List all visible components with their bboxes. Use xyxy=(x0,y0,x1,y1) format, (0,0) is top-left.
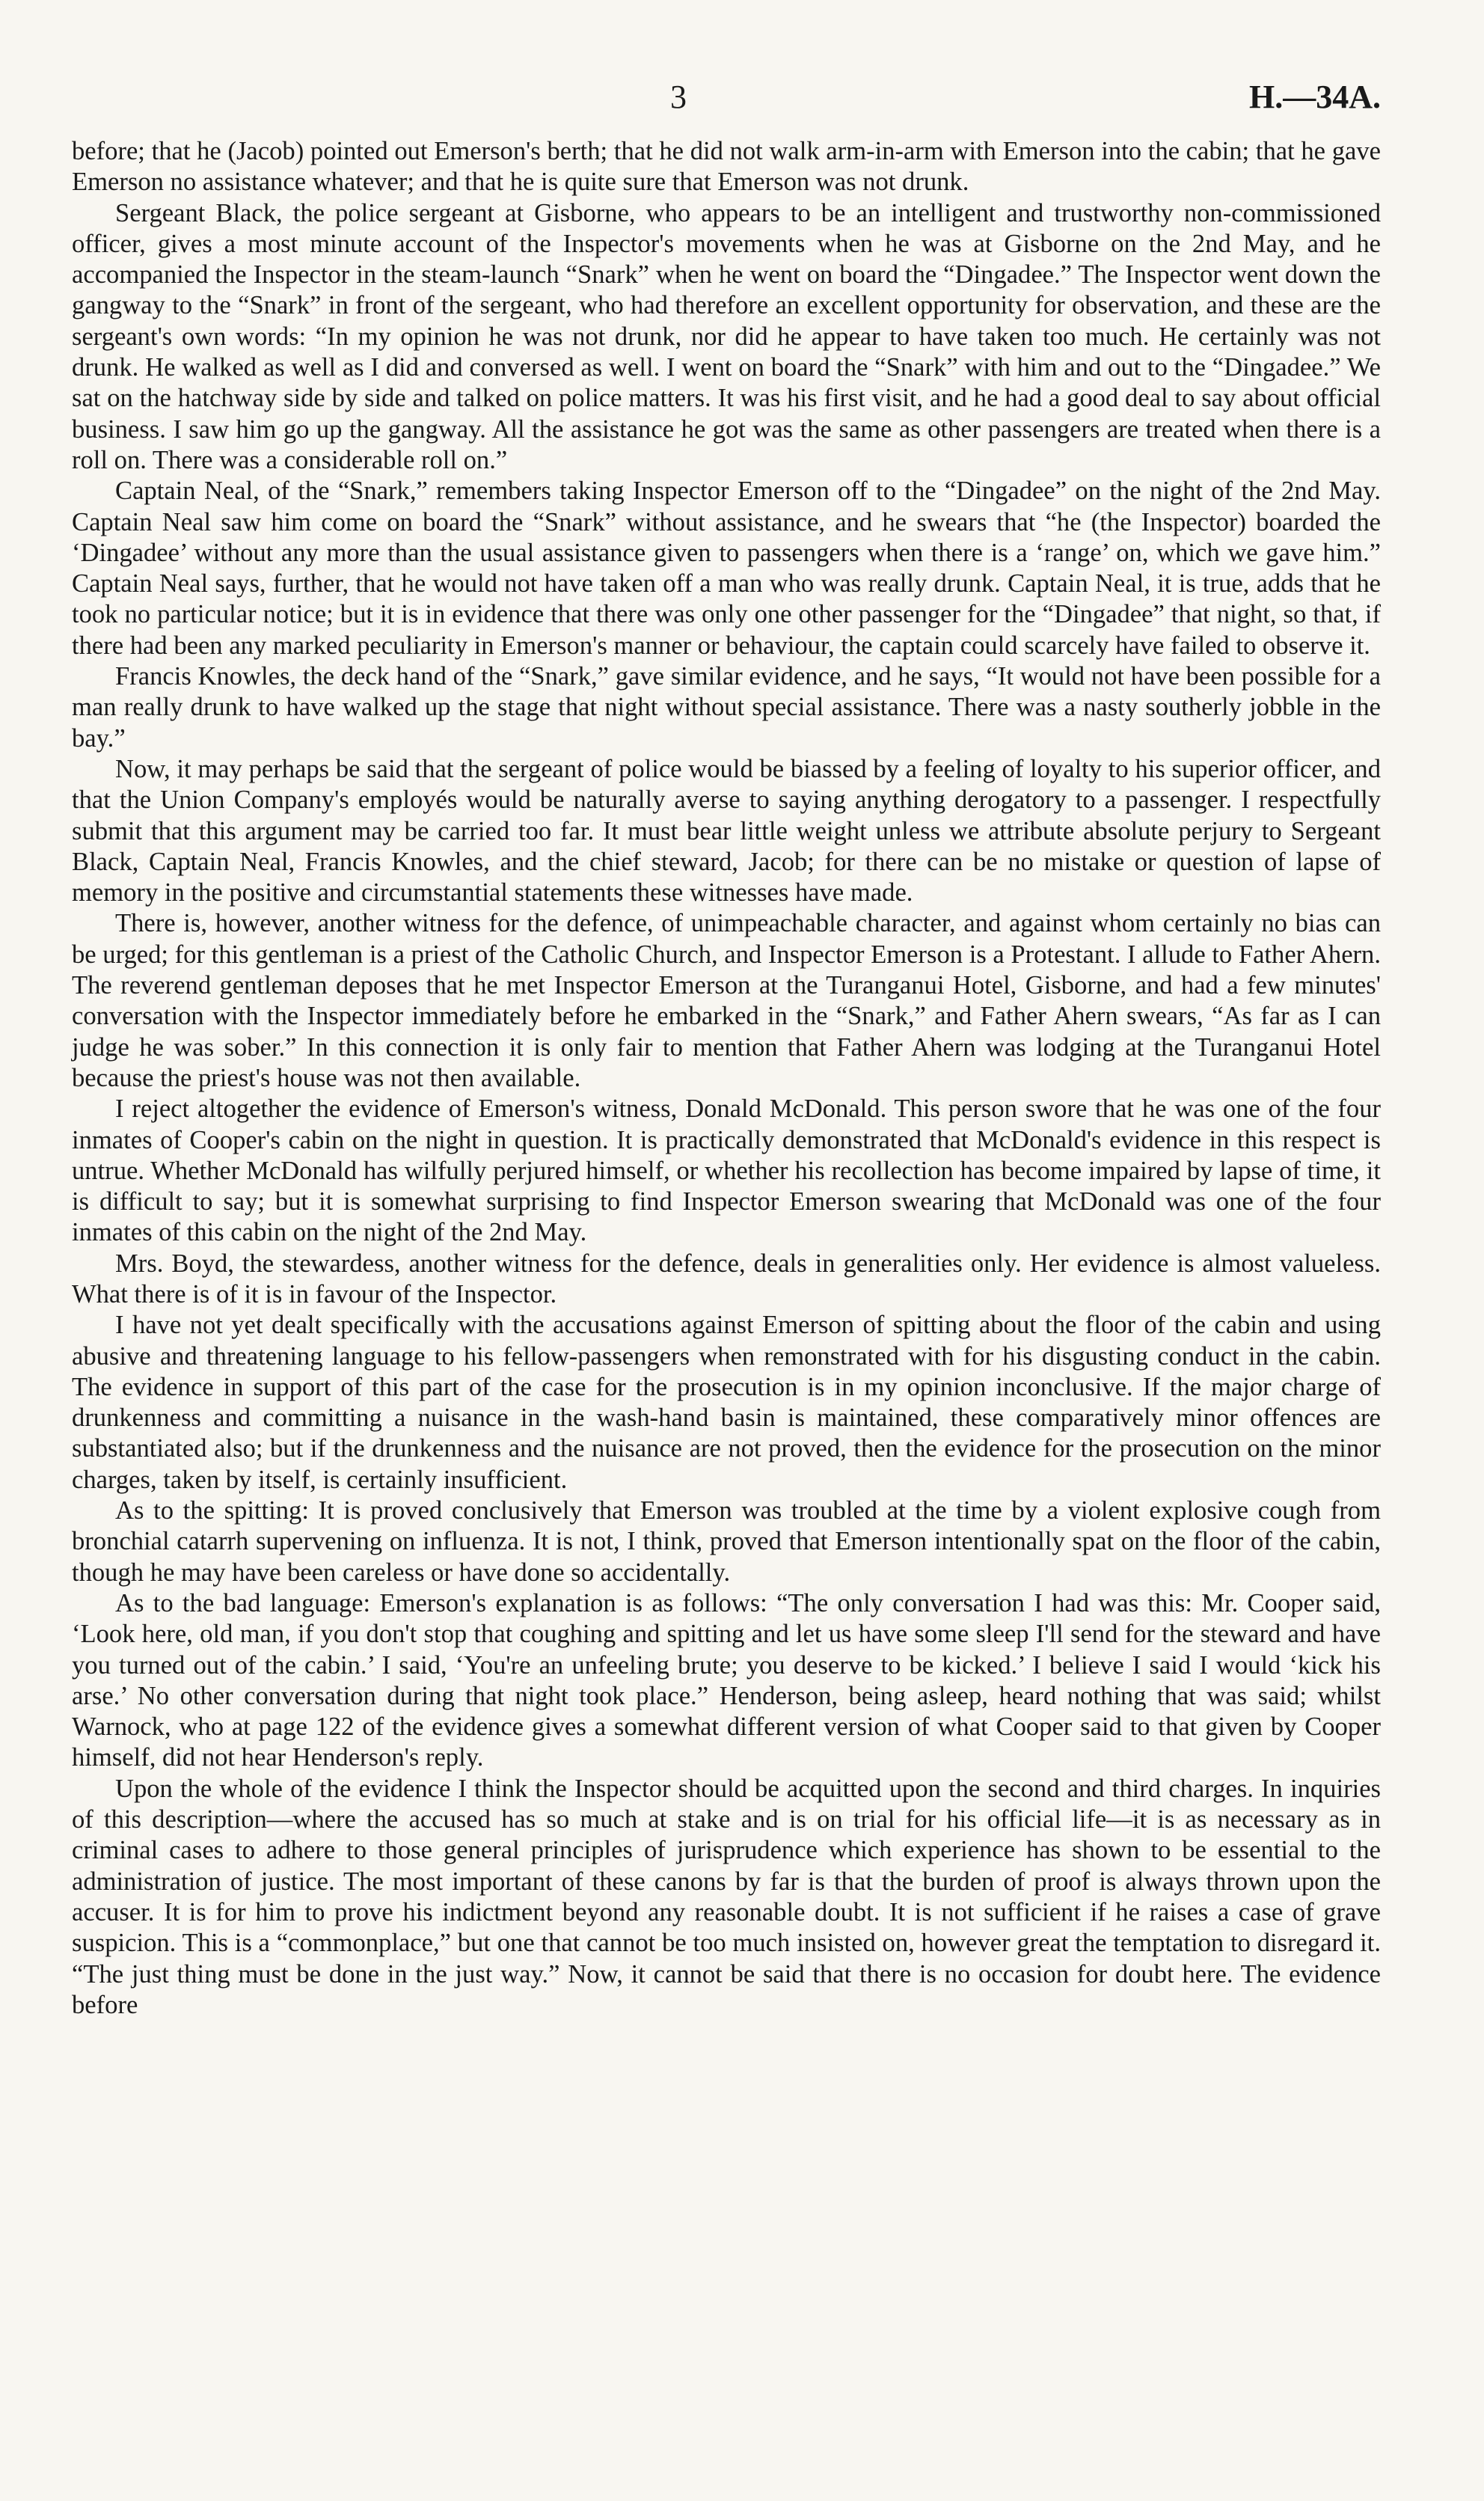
paragraph-donald-mcdonald: I reject altogether the evidence of Emerson's witness, Donald McDonald. This person swore that he was one of the four inmates of Cooper's cabin on the night in question. It is practically demonstrated that McDonald's evidence in this respect is untrue. Whether McDonald has wilfully perjured himself, or whether his recollection has become impaired by lapse of time, it is difficult to say; but it is somewhat surprising to find Inspector Emerson swearing that McDonald was one of the four inmates of this cabin on the night of the 2nd May. xyxy=(72,1095,1381,1247)
paragraph-continuation: before; that he (Jacob) pointed out Emerson's berth; that he did not walk arm-in-arm with Emerson into the cabin; that he gave Emerson no assistance whatever; and that he is quite sure that Emerson was not drunk. xyxy=(72,137,1381,197)
paragraph-mrs-boyd: Mrs. Boyd, the stewardess, another witness for the defence, deals in generalities only. Her evidence is almost valueless. What there is of it is in favour of the Inspector. xyxy=(72,1249,1381,1308)
paragraph-bias-argument: Now, it may perhaps be said that the sergeant of police would be biassed by a feeling of loyalty to his superior officer, and that the Union Company's employés would be naturally averse to saying anything derogatory to a passenger. I respectfully submit that this argument may be carried too far. It must bear little weight unless we attribute absolute perjury to Sergeant Black, Captain Neal, Francis Knowles, and the chief steward, Jacob; for there can be no mistake or question of lapse of memory in the positive and circumstantial statements these witnesses have made. xyxy=(72,754,1381,907)
document-reference: H.—34A. xyxy=(1249,79,1381,115)
paragraph-sergeant-black: Sergeant Black, the police sergeant at Gisborne, who appears to be an intelligent and trustworthy non-commissioned officer, gives a most minute account of the Inspector's movements when he was at Gisborne on the 2nd May, and he accompanied the Inspector in the steam-launch “Snark” when he went on board the “Dingadee.” The Inspector went down the gangway to the “Snark” in front of the sergeant, who had therefore an excellent opportunity for observation, and these are the sergeant's own words: “In my opinion he was not drunk, nor did he appear to have taken too much. He certainly was not drunk. He walked as well as I did and conversed as well. I went on board the “Snark” with him and out to the “Dingadee.” We sat on the hatchway side by side and talked on police matters. It was his first visit, and he had a good deal to say about official business. I saw him go up the gangway. All the assistance he got was the same as other passengers are treated when there is a roll on. There was a considerable roll on.” xyxy=(72,198,1381,474)
paragraph-conclusion: Upon the whole of the evidence I think the Inspector should be acquitted upon the second and third charges. In inquiries of this description—where the accused has so much at stake and is on trial for his official life—it is as necessary as in criminal cases to adhere to those general principles of jurisprudence which experience has shown to be essential to the administration of justice. The most important of these canons by far is that the burden of proof is always thrown upon the accuser. It is for him to prove his indictment beyond any reasonable doubt. It is not sufficient if he raises a case of grave suspicion. This is a “commonplace,” but one that cannot be too much insisted on, however great the temptation to disregard it. “The just thing must be done in the just way.” Now, it cannot be said that there is no occasion for doubt here. The evidence before xyxy=(72,1774,1381,2019)
paragraph-francis-knowles: Francis Knowles, the deck hand of the “Snark,” gave similar evidence, and he says, “It would not have been possible for a man really drunk to have walked up the stage that night without special assistance. There was a nasty southerly jobble in the bay.” xyxy=(72,662,1381,753)
paragraph-spitting: As to the spitting: It is proved conclusively that Emerson was troubled at the time by a violent explosive cough from bronchial catarrh supervening on influenza. It is not, I think, proved that Emerson intentionally spat on the floor of the cabin, though he may have been careless or have done so accidentally. xyxy=(72,1496,1381,1587)
page-header xyxy=(72,78,1381,123)
paragraph-accusations: I have not yet dealt specifically with the accusations against Emerson of spitting about the floor of the cabin and using abusive and threatening language to his fellow-passengers when remonstrated with for his disgusting conduct in the cabin. The evidence in support of this part of the case for the prosecution is in my opinion inconclusive. If the major charge of drunkenness and committing a nuisance in the wash-hand basin is maintained, these comparatively minor offences are substantiated also; but if the drunkenness and the nuisance are not proved, then the evidence for the prosecution on the minor charges, taken by itself, is certainly insufficient. xyxy=(72,1311,1381,1494)
body-text xyxy=(72,136,1381,2021)
paragraph-captain-neal: Captain Neal, of the “Snark,” remembers taking Inspector Emerson off to the “Dingadee” on the night of the 2nd May. Captain Neal saw him come on board the “Snark” without assistance, and he swears that “he (the Inspector) boarded the ‘Dingadee’ without any more than the usual assistance given to passengers when there is a ‘range’ on, which we gave him.” Captain Neal says, further, that he would not have taken off a man who was really drunk. Captain Neal, it is true, adds that he took no particular notice; but it is in evidence that there was only one other passenger for the “Dingadee” that night, so that, if there had been any marked peculiarity in Emerson's manner or behaviour, the captain could scarcely have failed to observe it. xyxy=(72,477,1381,660)
page-number: 3 xyxy=(670,79,687,115)
paragraph-bad-language: As to the bad language: Emerson's explanation is as follows: “The only conversation I had was this: Mr. Cooper said, ‘Look here, old man, if you don't stop that coughing and spitting and let us have some sleep I'll send for the steward and have you turned out of the cabin.’ I said, ‘You're an unfeeling brute; you deserve to be kicked.’ I believe I said I would ‘kick his arse.’ No other conversation during that night took place.” Henderson, being asleep, heard nothing that was said; whilst Warnock, who at page 122 of the evidence gives a somewhat different version of what Cooper said to that given by Cooper himself, did not hear Henderson's reply. xyxy=(72,1588,1381,1772)
paragraph-father-ahern: There is, however, another witness for the defence, of unimpeachable character, and against whom certainly no bias can be urged; for this gentleman is a priest of the Catholic Church, and Inspector Emerson is a Protestant. I allude to Father Ahern. The reverend gentleman deposes that he met Inspector Emerson at the Turanganui Hotel, Gisborne, and had a few minutes' conversation with the Inspector immediately before he embarked in the “Snark,” and Father Ahern swears, “As far as I can judge he was sober.” In this connection it is only fair to mention that Father Ahern was lodging at the Turanganui Hotel because the priest's house was not then available. xyxy=(72,909,1381,1092)
